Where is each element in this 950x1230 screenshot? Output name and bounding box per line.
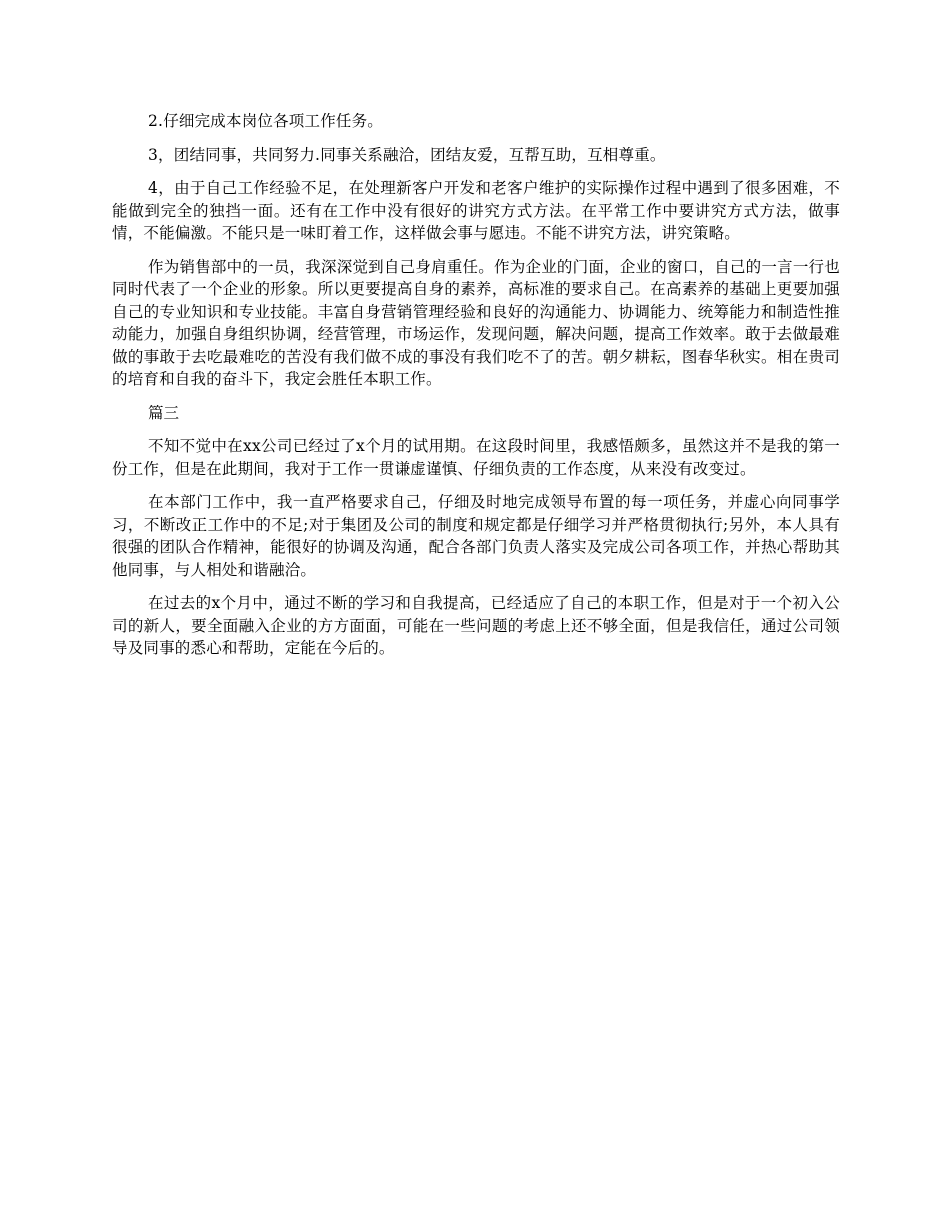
- paragraph-item-4: 4，由于自己工作经验不足，在处理新客户开发和老客户维护的实际操作过程中遇到了很多困难，不能做到完全的独挡一面。还有在工作中没有很好的讲究方式方法。在平常工作中要讲究方式方法，做事情，不能偏激。不能只是一味盯着工作，这样做会事与愿违。不能不讲究方法，讲究策略。: [112, 179, 840, 242]
- paragraph-item-2: 2.仔细完成本岗位各项工作任务。: [148, 112, 383, 130]
- paragraph-probation-intro: 不知不觉中在xx公司已经过了x个月的试用期。在这段时间里，我感悟颇多，虽然这并不是我的第一份工作，但是在此期间，我对于工作一贯谦虚谨慎、仔细负责的工作态度，从来没有改变过。: [112, 437, 840, 478]
- section-heading: 篇三: [148, 403, 180, 422]
- paragraph-past-months: 在过去的x个月中，通过不断的学习和自我提高，已经适应了自己的本职工作，但是对于一个初入公司的新人，要全面融入企业的方方面面，可能在一些问题的考虑上还不够全面，但是我信任，通过公司领导及同事的悉心和帮助，定能在今后的。: [112, 594, 840, 657]
- paragraph-department-work: 在本部门工作中，我一直严格要求自己，仔细及时地完成领导布置的每一项任务，并虚心向同事学习，不断改正工作中的不足;对于集团及公司的制度和规定都是仔细学习并严格贯彻执行;另外，本人具有很强的团队合作精神，能很好的协调及沟通，配合各部门负责人落实及完成公司各项工作，并热心帮助其他同事，与人相处和谐融洽。: [112, 493, 840, 579]
- paragraph-item-3: 3，团结同事，共同努力.同事关系融洽，团结友爱，互帮互助，互相尊重。: [148, 145, 666, 164]
- paragraph-sales-role: 作为销售部中的一员，我深深觉到自己身肩重任。作为企业的门面，企业的窗口，自己的一言一行也同时代表了一个企业的形象。所以更要提高自身的素养，高标准的要求自己。在高素养的基础上更要加强自己的专业知识和专业技能。丰富自身营销管理经验和良好的沟通能力、协调能力、统筹能力和制造性推动能力，加强自身组织协调，经营管理，市场运作，发现问题，解决问题，提高工作效率。敢于去做最难做的事敢于去吃最难吃的苦没有我们做不成的事没有我们吃不了的苦。朝夕耕耘，图春华秋实。相在贵司的培育和自我的奋斗下，我定会胜任本职工作。: [112, 257, 840, 388]
- document-page: [112, 110, 840, 671]
